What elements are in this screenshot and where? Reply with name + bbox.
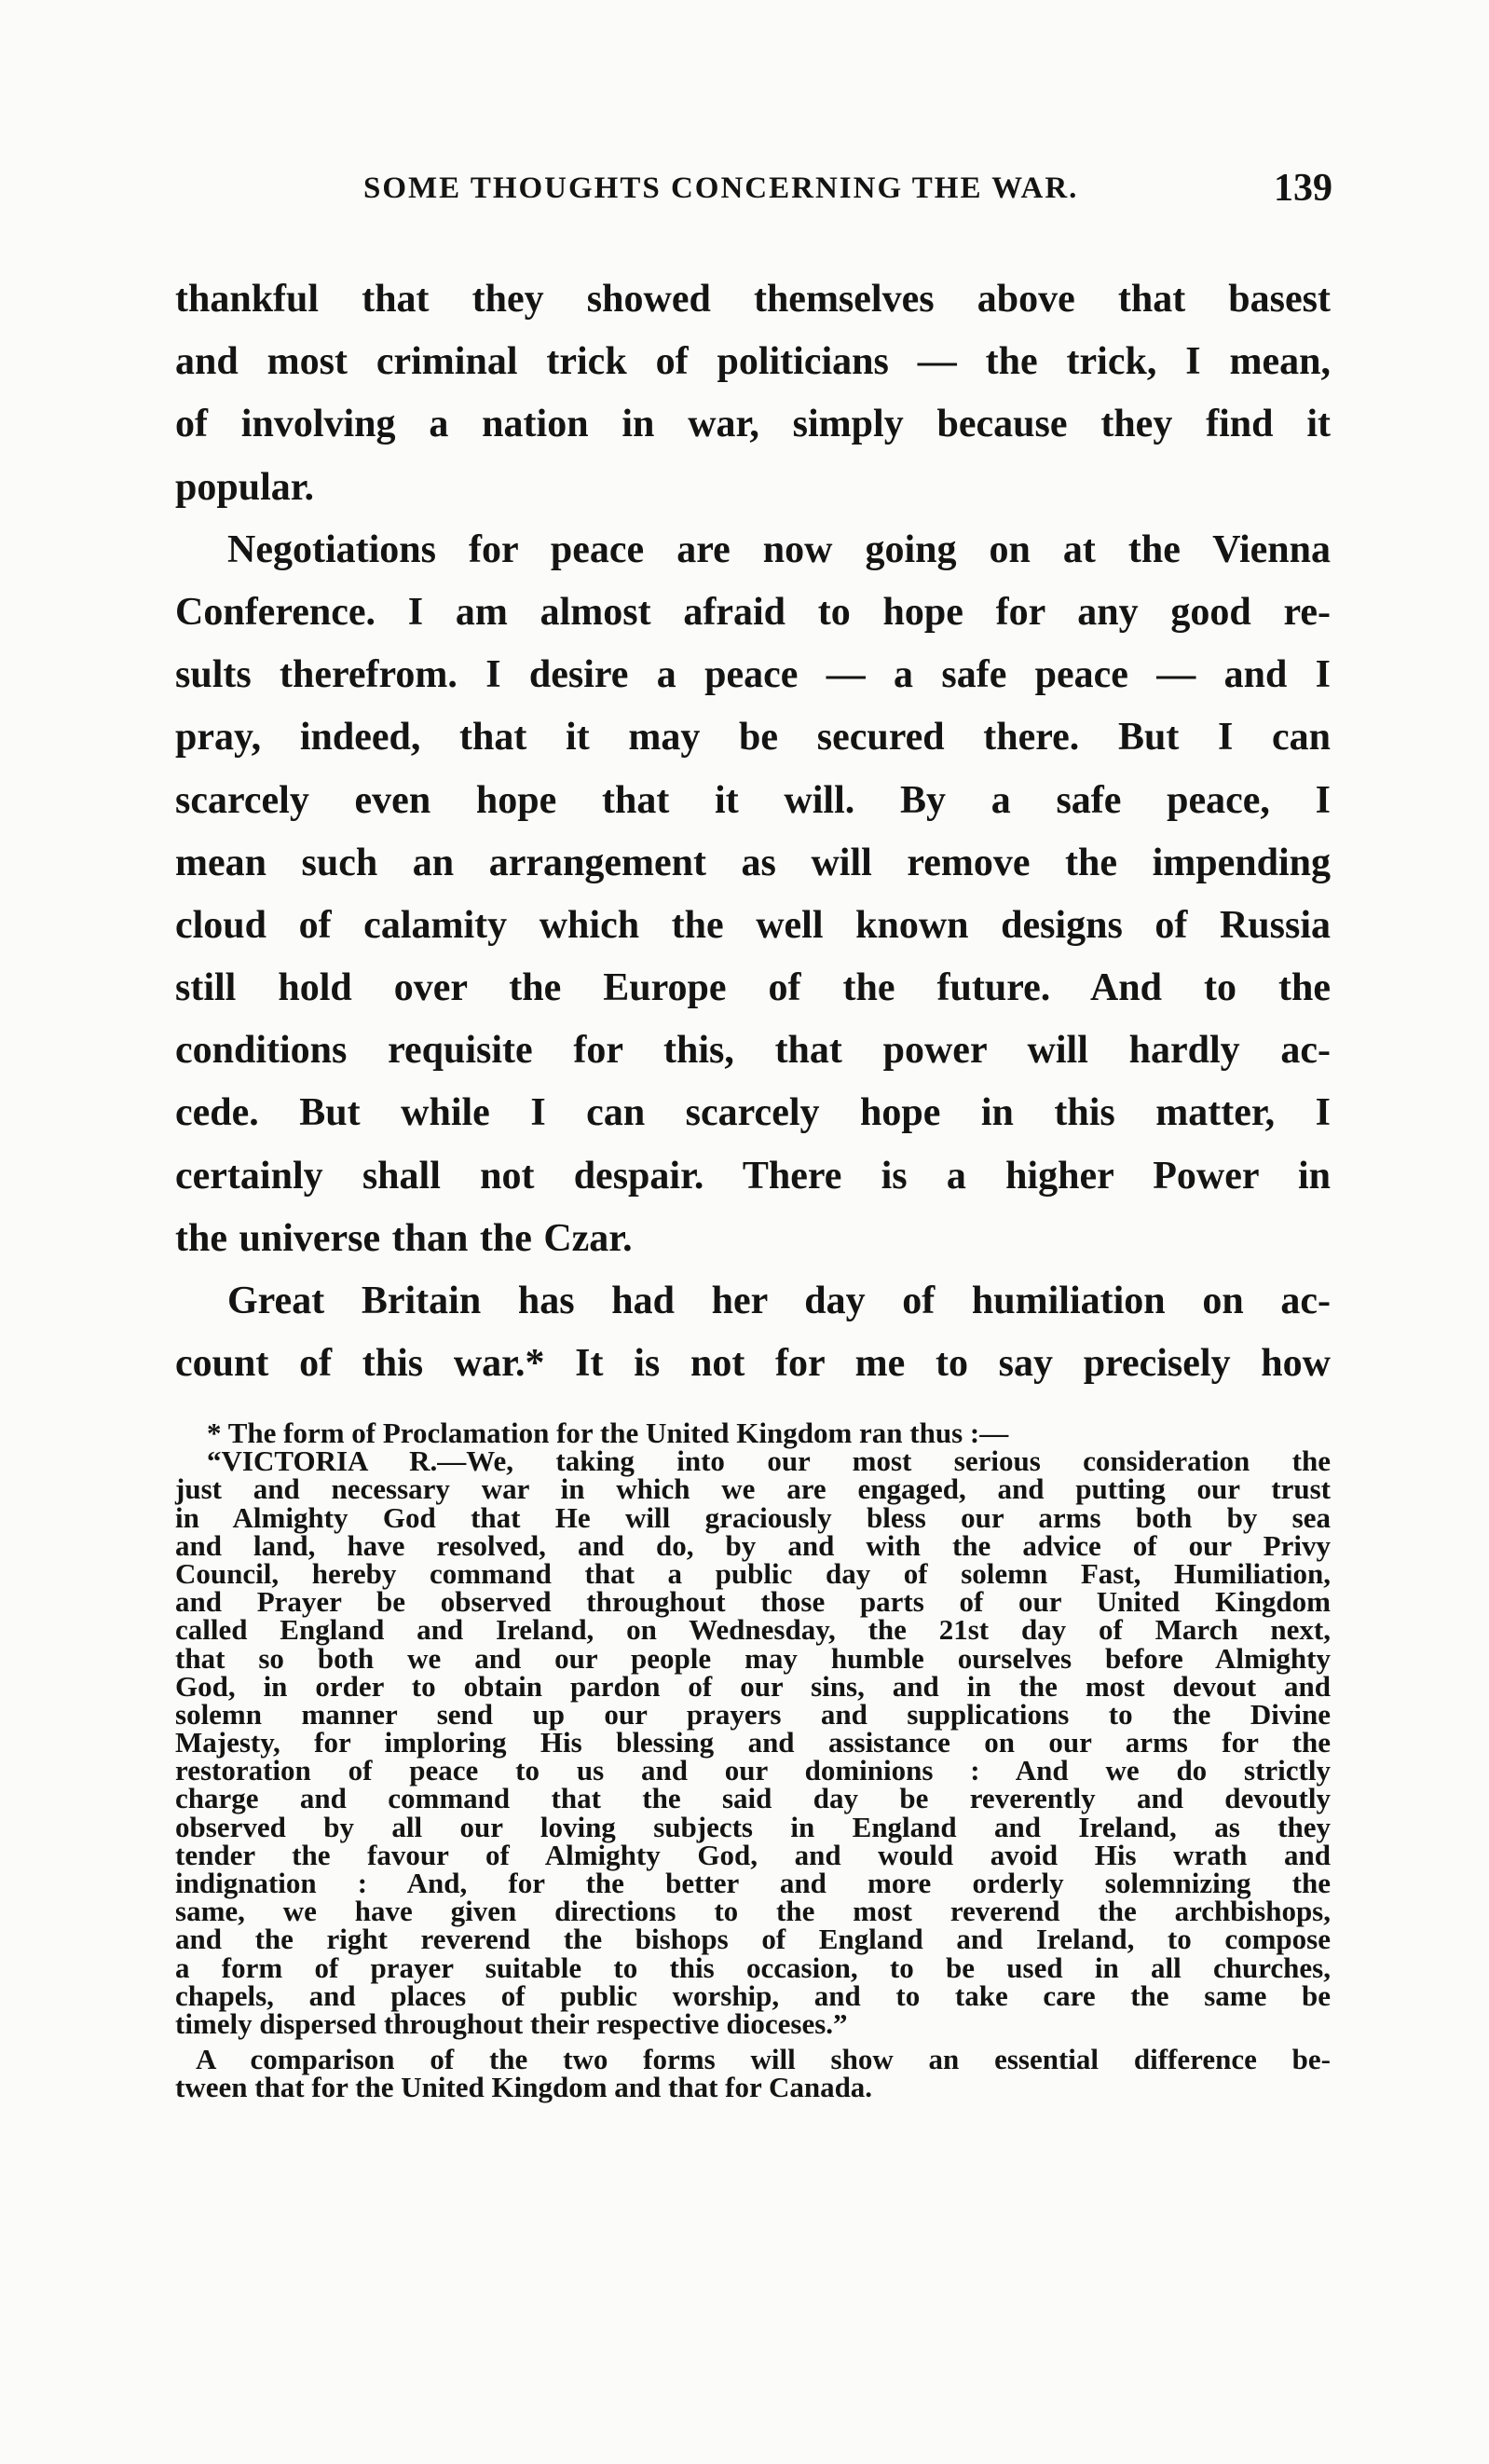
body-line: conditions requisite for this, that power will hardly ac-: [175, 1029, 1331, 1073]
footnote-line: and the right reverend the bishops of England and Ireland, to compose: [175, 1923, 1331, 1956]
footnote-line: God, in order to obtain pardon of our sins, and in the most devout and: [175, 1669, 1331, 1703]
footnote-line: tween that for the United Kingdom and that for Canada.: [175, 2071, 873, 2104]
body-line: and most criminal trick of politicians — the trick, I mean,: [175, 340, 1331, 384]
footnote-line: and land, have resolved, and do, by and with the advice of our Privy: [175, 1528, 1331, 1562]
page-number: 139: [1274, 167, 1332, 210]
footnote-line: Majesty, for imploring His blessing and assistance on our arms for the: [175, 1726, 1331, 1759]
footnote-line: A comparison of the two forms will show an essential difference be-: [196, 2043, 1331, 2076]
footnote-line: indignation : And, for the better and more orderly solemnizing the: [175, 1867, 1331, 1899]
body-line: count of this war.* It is not for me to say precisely how: [175, 1342, 1331, 1386]
body-line: Great Britain has had her day of humiliation on ac-: [227, 1280, 1331, 1322]
body-line: the universe than the Czar.: [175, 1216, 633, 1260]
footnote-line: called England and Ireland, on Wednesday, the 21st day of March next,: [175, 1613, 1331, 1647]
footnote-line: just and necessary war in which we are engaged, and putting our trust: [175, 1472, 1331, 1506]
page-header: [177, 166, 1332, 222]
body-line: pray, indeed, that it may be secured there. But I can: [175, 716, 1331, 760]
body-line: mean such an arrangement as will remove the impending: [175, 841, 1331, 884]
footnote-line: chapels, and places of public worship, and to take care the same be: [175, 1978, 1331, 2012]
running-head: SOME THOUGHTS CONCERNING THE WAR.: [363, 171, 1079, 205]
body-line: of involving a nation in war, simply because they find it: [175, 403, 1331, 446]
body-line: sults therefrom. I desire a peace — a safe peace — and I: [175, 653, 1331, 697]
body-line: scarcely even hope that it will. By a safe peace, I: [175, 778, 1331, 822]
footnote-line: charge and command that the said day be reverently and devoutly: [175, 1782, 1331, 1815]
body-line: thankful that they showed themselves above that basest: [175, 278, 1331, 321]
footnote-line: observed by all our loving subjects in England and Ireland, as they: [175, 1810, 1331, 1843]
footnote-line: a form of prayer suitable to this occasion, to be used in all churches,: [175, 1951, 1331, 1984]
footnote-line: that so both we and our people may humble ourselves before Almighty: [175, 1641, 1331, 1675]
body-line: popular.: [175, 465, 315, 509]
body-line: cloud of calamity which the well known designs of Russia: [175, 903, 1331, 947]
footnote-line: same, we have given directions to the most reverend the archbishops,: [175, 1895, 1331, 1928]
footnote-line: restoration of peace to us and our dominions : And we do strictly: [175, 1754, 1331, 1787]
body-line: certainly shall not despair. There is a higher Power in: [175, 1154, 1331, 1198]
footnote-line: * The form of Proclamation for the United Kingdom ran thus :—: [207, 1417, 1009, 1449]
footnote: [175, 1419, 1331, 2102]
footnote-line: in Almighty God that He will graciously bless our arms both by sea: [175, 1500, 1331, 1534]
body-line: cede. But while I can scarcely hope in this matter, I: [175, 1091, 1331, 1135]
body-line: Negotiations for peace are now going on at the Vienna: [227, 527, 1331, 571]
body-text: [175, 268, 1331, 1395]
body-line: still hold over the Europe of the future. And to the: [175, 966, 1331, 1010]
body-line: Conference. I am almost afraid to hope for any good re-: [175, 590, 1331, 634]
footnote-line: timely dispersed throughout their respective dioceses.”: [175, 2006, 848, 2040]
footnote-line: solemn manner send up our prayers and supplications to the Divine: [175, 1697, 1331, 1731]
footnote-line: tender the favour of Almighty God, and would avoid His wrath and: [175, 1838, 1331, 1871]
footnote-line: “VICTORIA R.—We, taking into our most serious consideration the: [207, 1444, 1331, 1478]
footnote-line: and Prayer be observed throughout those parts of our United Kingdom: [175, 1585, 1331, 1619]
footnote-line: Council, hereby command that a public day of solemn Fast, Humiliation,: [175, 1556, 1331, 1590]
